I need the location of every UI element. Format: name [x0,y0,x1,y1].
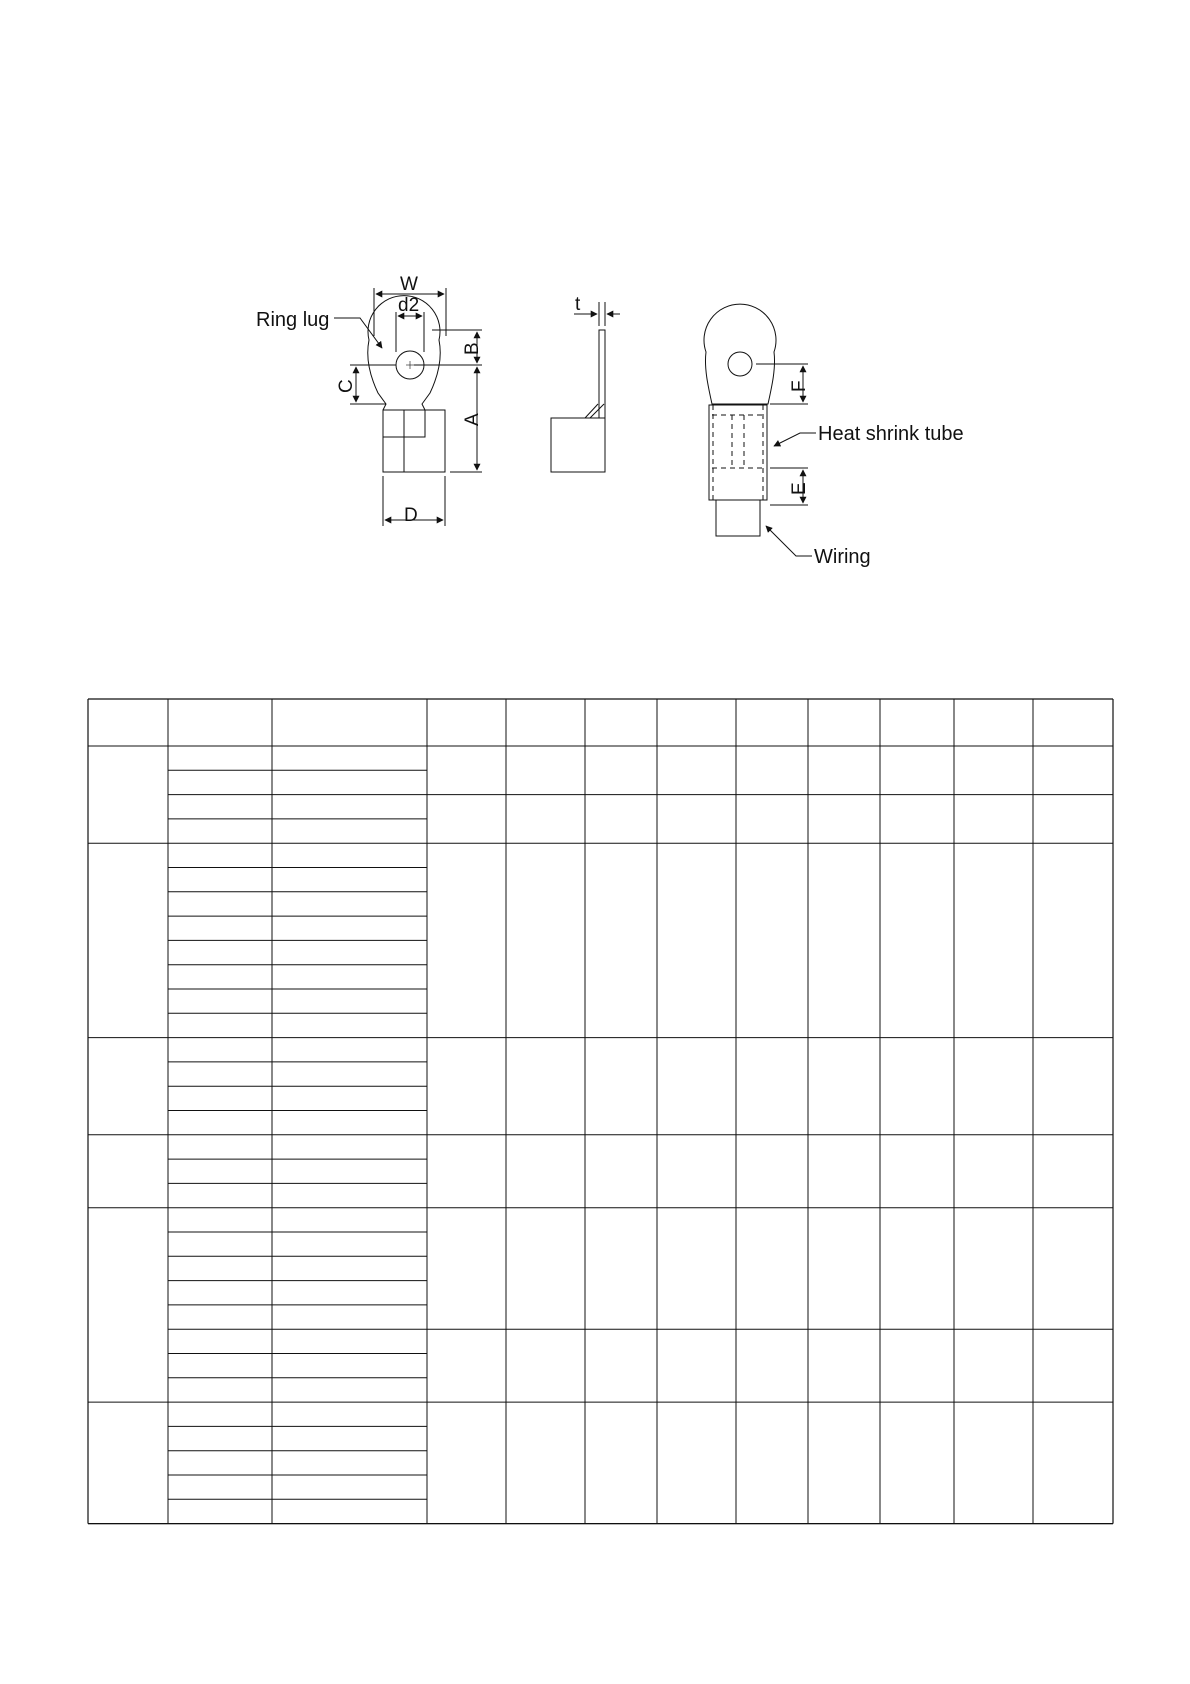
dim-label-w: W [400,274,418,295]
label-heat-shrink-tube: Heat shrink tube [818,423,964,445]
dim-label-c: C [336,379,357,393]
label-wiring: Wiring [814,546,871,568]
dim-label-b: B [462,342,483,355]
dim-label-d2: d2 [398,295,420,316]
dim-label-f: F [789,380,810,392]
dim-label-t: t [575,294,581,315]
dim-label-d: D [404,505,418,526]
dim-label-e: E [789,482,810,495]
label-ring-lug: Ring lug [256,309,330,331]
dim-label-a: A [462,413,483,426]
